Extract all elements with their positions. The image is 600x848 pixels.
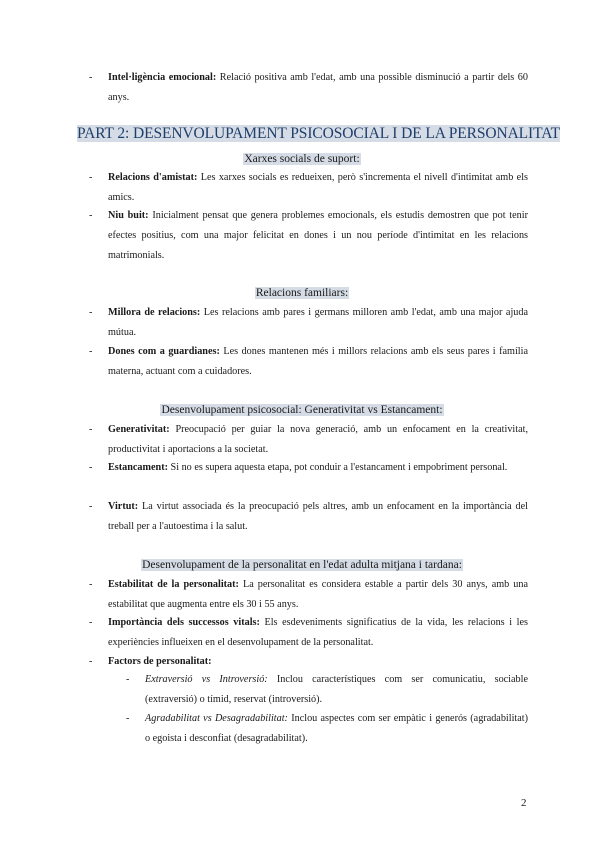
bullet-dash: - — [89, 656, 93, 667]
bullet-dash: - — [89, 172, 93, 183]
item-text: Inclou característiques com ser comunicatiu, sociable (extraversió) o tímid, reservat (introversió). — [145, 674, 528, 705]
item-term: Estabilitat de la personalitat: — [108, 579, 239, 590]
section-heading-personalitat: Desenvolupament de la personalitat en l'edat adulta mitjana i tardana: — [142, 559, 462, 571]
item-term: Millora de relacions: — [108, 307, 201, 318]
item-term: Intel·ligència emocional: — [108, 72, 217, 83]
list-item — [89, 652, 528, 672]
item-term: Factors de personalitat: — [108, 656, 212, 667]
list-item — [89, 168, 528, 208]
item-term: Generativitat: — [108, 424, 170, 435]
bullet-dash: - — [89, 579, 93, 590]
section-heading-psicosocial: Desenvolupament psicosocial: Generativitat vs Estancament: — [161, 404, 443, 416]
item-text: La personalitat es considera estable a partir dels 30 anys, amb una estabilitat que augmenta entre els 30 i 55 anys. — [108, 579, 528, 610]
bullet-dash: - — [126, 713, 130, 724]
list-item — [89, 342, 528, 382]
bullet-dash: - — [89, 462, 93, 473]
part-title: PART 2: DESENVOLUPAMENT PSICOSOCIAL I DE LA PERSONALITAT — [77, 125, 560, 142]
item-text: Relació positiva amb l'edat, amb una possible disminució a partir dels 60 anys. — [108, 72, 528, 103]
bullet-dash: - — [89, 617, 93, 628]
item-term: Dones com a guardianes: — [108, 346, 220, 357]
list-item — [89, 303, 528, 343]
bullet-dash: - — [89, 501, 93, 512]
list-item — [89, 613, 528, 653]
item-term: Extraversió vs Introversió: — [145, 674, 268, 685]
section-heading-xarxes: Xarxes socials de suport: — [244, 153, 360, 165]
bullet-dash: - — [89, 307, 93, 318]
item-text: Inicialment pensat que genera problemes emocionals, els estudis demostren que pot tenir efectes positius, com una major felicitat en dones i un nou període d'intimitat en les relacions matrimonials. — [108, 210, 528, 261]
bullet-dash: - — [89, 210, 93, 221]
sub-list-item — [126, 670, 528, 710]
list-item — [89, 68, 528, 108]
item-text: Les dones mantenen més i millors relacions amb els seus pares i família materna, actuant com a cuidadores. — [108, 346, 528, 377]
bullet-dash: - — [126, 674, 130, 685]
bullet-dash: - — [89, 346, 93, 357]
item-term: Relacions d'amistat: — [108, 172, 198, 183]
list-item — [89, 497, 528, 537]
list-item — [89, 420, 528, 460]
list-item — [89, 206, 528, 266]
sub-list-item — [126, 709, 528, 749]
item-term: Importància dels successos vitals: — [108, 617, 260, 628]
section-heading-familiars: Relacions familiars: — [255, 287, 349, 299]
bullet-dash: - — [89, 72, 93, 83]
item-text: Inclou aspectes com ser empàtic i generós (agradabilitat) o egoista i desconfiat (desagradabilitat). — [145, 713, 528, 744]
item-term: Niu buit: — [108, 210, 149, 221]
item-text: Les xarxes socials es redueixen, però s'incrementa el nivell d'intimitat amb els amics. — [108, 172, 528, 203]
list-item — [89, 458, 528, 478]
list-item — [89, 575, 528, 615]
item-text: La virtut associada és la preocupació pels altres, amb un enfocament en la importància del treball per a l'autoestima i la salut. — [108, 501, 528, 532]
page-number: 2 — [521, 797, 527, 809]
item-term: Estancament: — [108, 462, 168, 473]
item-term: Agradabilitat vs Desagradabilitat: — [145, 713, 288, 724]
item-text: Preocupació per guiar la nova generació, amb un enfocament en la creativitat, productivitat i aportacions a la societat. — [108, 424, 528, 455]
item-term: Virtut: — [108, 501, 139, 512]
item-text: Els esdeveniments significatius de la vida, les relacions i les experiències influeixen en el desenvolupament de la personalitat. — [108, 617, 528, 648]
item-text: Si no es supera aquesta etapa, pot conduir a l'estancament i empobriment personal. — [168, 462, 508, 473]
bullet-dash: - — [89, 424, 93, 435]
item-text: Les relacions amb pares i germans milloren amb l'edat, amb una major ajuda mútua. — [108, 307, 528, 338]
